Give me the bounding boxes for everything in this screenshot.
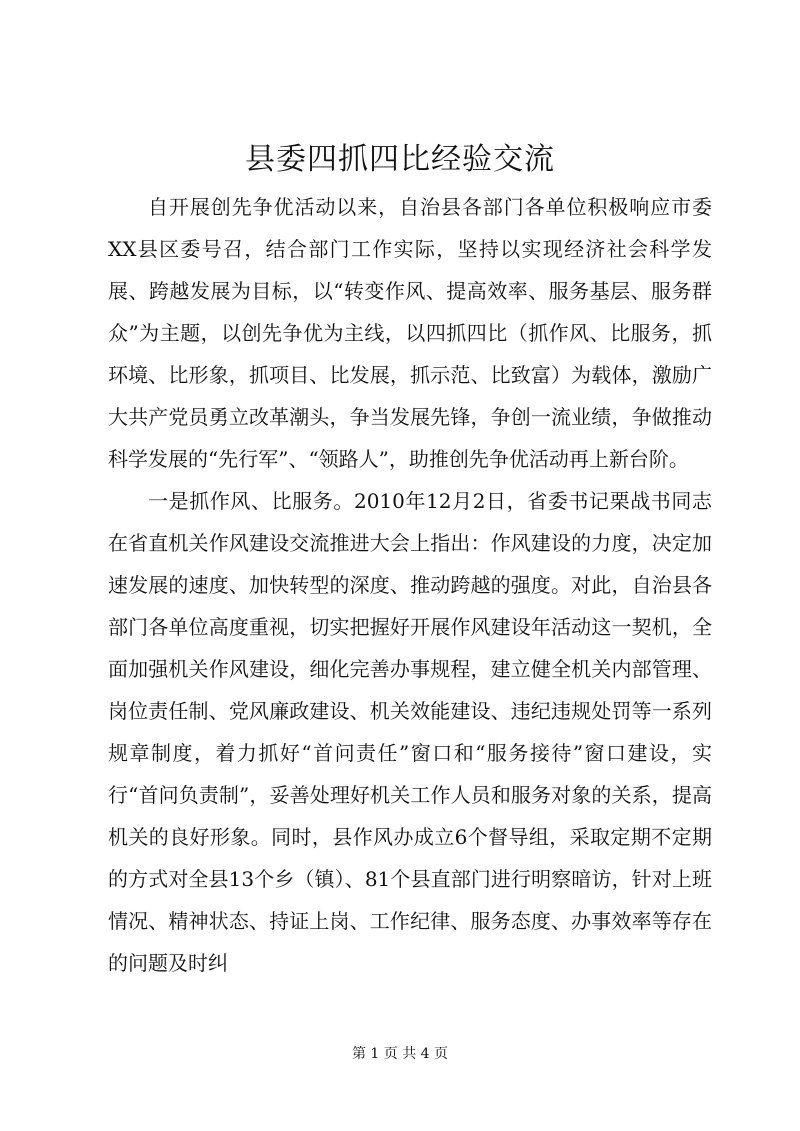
page-footer: 第 1 页 共 4 页	[351, 1046, 449, 1062]
paragraph-section-one: 一是抓作风、比服务。2010年12月2日，省委书记栗战书同志在省直机关作风建设交流推进大会上指出：作风建设的力度，决定加速发展的速度、加快转型的深度、推动跨越的强度。对此，自治县各部门各单位高度重视，切实把握好开展作风建设年活动这一契机，全面加强机关作风建设，细化完善办事规程，建立健全机关内部管理、岗位责任制、党风廉政建设、机关效能建设、违纪违规处罚等一系列规章制度，着力抓好“首问责任”窗口和“服务接待”窗口建设，实行“首问负责制”，妥善处理好机关工作人员和服务对象的关系，提高机关的良好形象。同时，县作风办成立6个督导组，采取定期不定期的方式对全县13个乡（镇）、81个县直部门进行明察暗访，针对上班情况、精神状态、持证上岗、工作纪律、服务态度、办事效率等存在的问题及时纠	[108, 489, 712, 975]
document-body	[108, 186, 712, 984]
paragraph-intro: 自开展创先争优活动以来，自治县各部门各单位积极响应市委XX县区委号召，结合部门工作实际，坚持以实现经济社会科学发展、跨越发展为目标，以“转变作风、提高效率、服务基层、服务群众”为主题，以创先争优为主线，以四抓四比（抓作风、比服务，抓环境、比形象，抓项目、比发展，抓示范、比致富）为载体，激励广大共产党员勇立改革潮头，争当发展先锋，争创一流业绩，争做推动科学发展的“先行军”、“领路人”，助推创先争优活动再上新台阶。	[108, 195, 712, 471]
document-title: 县委四抓四比经验交流	[245, 142, 555, 177]
